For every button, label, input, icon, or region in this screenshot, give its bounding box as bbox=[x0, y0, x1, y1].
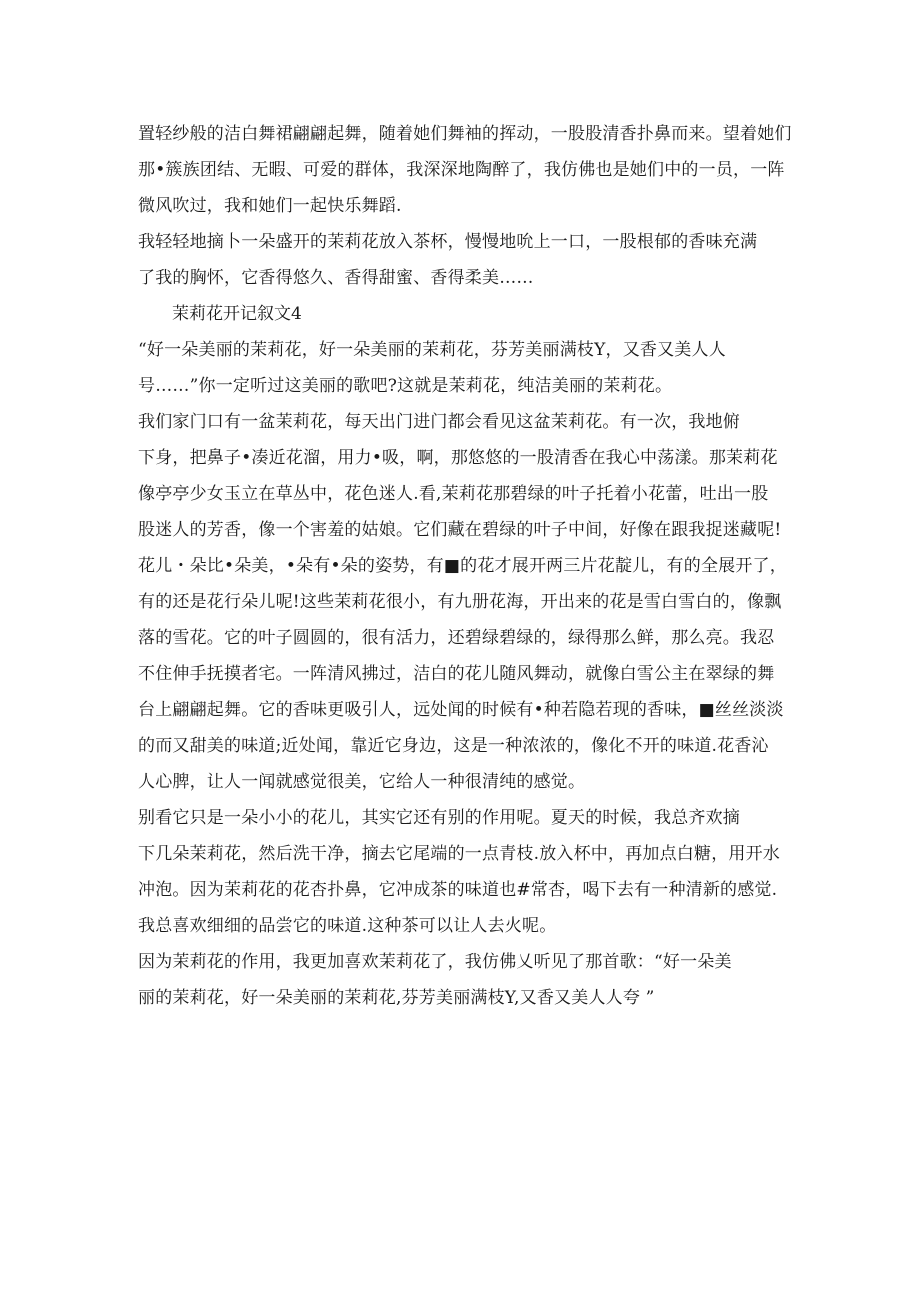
text-line-13: 有的还是花行朵儿呢!这些茉莉花很小，有九册花海，开出来的花是雪白雪白的，像飘 bbox=[138, 592, 782, 612]
text-line-22: 我总喜欢细细的品尝它的味道.这种茶可以让人去火呢。 bbox=[138, 916, 557, 936]
text-line-10: 像亭亭少女玉立在草丛中，花色迷人.看,茉莉花那碧绿的叶子托着小花蕾，吐出一股 bbox=[138, 484, 769, 504]
text-line-9: 下身，把鼻子•凑近花溜，用力•吸，啊，那悠悠的一股清香在我心中荡漾。那茉莉花 bbox=[138, 448, 778, 468]
text-line-2: 那•簇族团结、无暇、可爱的群体，我深深地陶醉了，我仿佛也是她们中的一员，一阵 bbox=[138, 160, 785, 180]
text-line-3: 微风吹过，我和她们一起快乐舞蹈. bbox=[138, 196, 402, 216]
text-line-12: 花儿・朵比•朵美，•朵有•朵的姿势，有■的花才展开两三片花靛儿，有的全展开了， bbox=[138, 556, 787, 576]
text-line-11: 股迷人的芳香，像一个害羞的姑娘。它们藏在碧绿的叶子中间，好像在跟我捉迷藏呢! bbox=[138, 520, 782, 540]
text-line-16: 台上翩翩起舞。它的香味更吸引人，远处闻的时候有•种若隐若现的香味，■丝丝淡淡 bbox=[138, 700, 784, 720]
text-line-21: 冲泡。因为茉莉花的花杏扑鼻，它冲成茶的味道也#常杏，喝下去有一种清新的感觉. bbox=[138, 880, 778, 900]
text-line-4: 我轻轻地摘卜一朵盛开的茉莉花放入茶杯，慢慢地吮上一口，一股根郁的香味充满 bbox=[138, 232, 758, 252]
text-line-19: 别看它只是一朵小小的花儿，其实它还有别的作用呢。夏天的时候，我总齐欢摘 bbox=[138, 808, 740, 828]
text-line-18: 人心脾，让人一闻就感觉很美，它给人一种很清纯的感觉。 bbox=[138, 772, 586, 792]
section-heading: 茉莉花开记叙文4 bbox=[172, 304, 302, 324]
text-line-6-part: “好一朵美丽的茉莉花，好一朵美丽的茉莉花，芬芳美丽满枝Y，又香又美人人 bbox=[138, 340, 726, 360]
text-line-6 bbox=[138, 332, 788, 368]
text-line-17: 的而又甜美的味道;近处闻，靠近它身边，这是一种浓浓的，像化不开的味道.花香沁 bbox=[138, 736, 769, 756]
text-line-14: 落的雪花。它的叶子圆圆的，很有活力，还碧绿碧绿的，绿得那么鲜，那么亮。我忍 bbox=[138, 628, 775, 648]
text-line-1: 置轻纱般的洁白舞裙翩翩起舞，随着她们舞袖的挥动，一股股清香扑鼻而来。望着她们 bbox=[138, 124, 792, 144]
text-line-24: 丽的茉莉花，好一朵美丽的茉莉花,芬芳美丽满枝Y,又香又美人人夸 ” bbox=[138, 988, 655, 1008]
text-line-7 bbox=[138, 368, 788, 404]
text-line-5: 了我的胸怀，它香得悠久、香得甜蜜、香得柔美…… bbox=[138, 268, 534, 288]
text-line-15: 不住伸手抚摸者宅。一阵清风拂过，洁白的花儿随风舞动，就像白雪公主在翠绿的舞 bbox=[138, 664, 775, 684]
text-line-20: 下几朵茉莉花，然后洗干净，摘去它尾端的一点青枝.放入杯中，再加点白糖，用开水 bbox=[138, 844, 781, 864]
text-line-7-part: 号……”你一定听过这美丽的歌吧?这就是茉莉花，纯洁美丽的茉莉花。 bbox=[138, 376, 673, 396]
text-line-8: 我们家门口有一盆茉莉花，每天出门进门都会看见这盆茉莉花。有一次，我地俯 bbox=[138, 412, 740, 432]
text-line-23: 因为茉莉花的作用，我更加喜欢茉莉花了，我仿佛乂听见了那首歌：“好一朵美 bbox=[138, 952, 732, 972]
document-page bbox=[138, 116, 792, 1016]
